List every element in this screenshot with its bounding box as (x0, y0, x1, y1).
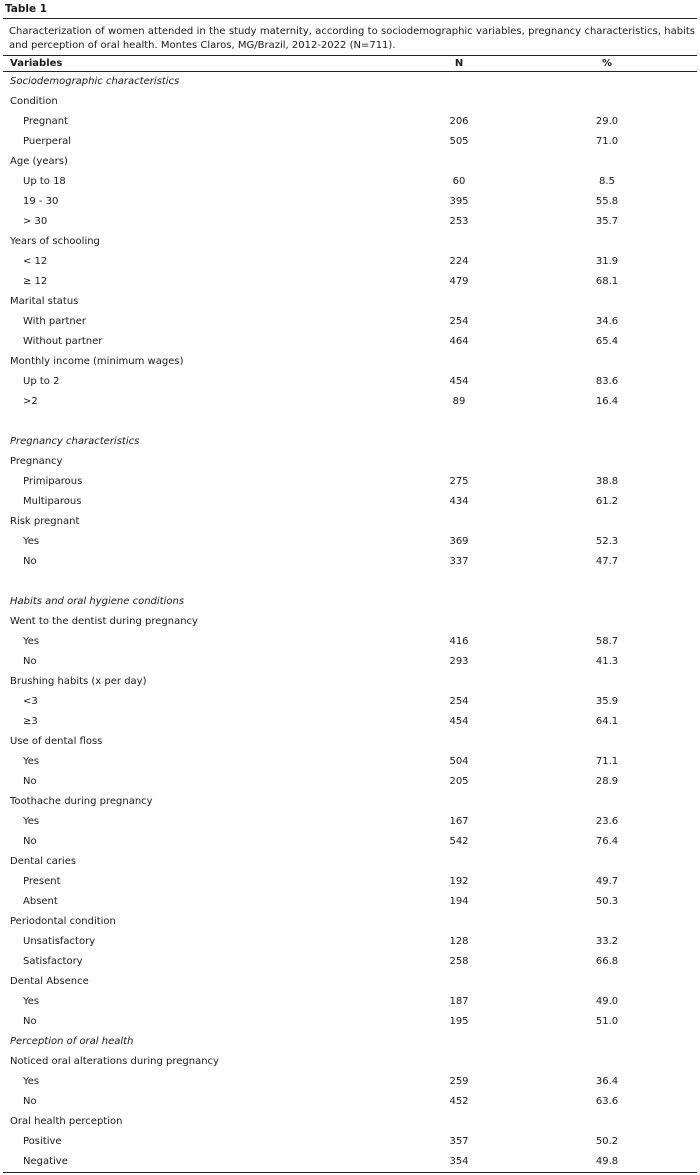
category-label: Puerperal (23, 136, 71, 147)
percent-cell: 29.0 (595, 116, 619, 127)
variable-group-label: Age (years) (10, 156, 68, 167)
category-label: >2 (23, 396, 38, 407)
percent-cell: 38.8 (595, 476, 619, 487)
n-cell (403, 852, 519, 872)
percent-cell: 50.3 (595, 896, 619, 907)
percent-cell: 33.2 (595, 936, 619, 947)
category-label: Up to 18 (23, 176, 66, 187)
n-cell (403, 912, 519, 932)
percent-cell (519, 592, 697, 612)
group-row (3, 232, 697, 252)
table-row (3, 1092, 697, 1112)
percent-cell (519, 92, 697, 112)
variable-group-label: Years of schooling (10, 236, 100, 247)
n-cell (403, 512, 519, 532)
table-row (3, 472, 697, 492)
group-row (3, 732, 697, 752)
n-cell (403, 92, 519, 112)
header-n: N (403, 56, 519, 72)
n-cell: 195 (449, 1016, 469, 1027)
percent-cell: 36.4 (595, 1076, 619, 1087)
table-row (3, 652, 697, 672)
n-cell: 192 (449, 876, 469, 887)
n-cell: 194 (449, 896, 469, 907)
percent-cell: 64.1 (595, 716, 619, 727)
variable-group-label: Went to the dentist during pregnancy (10, 616, 198, 627)
group-row (3, 452, 697, 472)
category-label: Multiparous (23, 496, 82, 507)
percent-cell: 31.9 (595, 256, 619, 267)
table-row (3, 252, 697, 272)
n-cell: 128 (449, 936, 469, 947)
n-cell: 275 (449, 476, 469, 487)
percent-cell: 49.8 (519, 1152, 697, 1173)
group-row (3, 152, 697, 172)
table-row (3, 632, 697, 652)
percent-cell: 61.2 (595, 496, 619, 507)
section-row (3, 72, 697, 93)
percent-cell: 23.6 (595, 816, 619, 827)
n-cell: 205 (449, 776, 469, 787)
percent-cell (519, 152, 697, 172)
table-row (3, 892, 697, 912)
group-row (3, 1052, 697, 1072)
empty-cell (519, 412, 697, 432)
percent-cell: 28.9 (595, 776, 619, 787)
table-row (3, 712, 697, 732)
category-label: Yes (23, 816, 40, 827)
table-body (3, 72, 697, 1173)
n-cell: 434 (449, 496, 469, 507)
table-row (3, 492, 697, 512)
n-cell: 89 (452, 396, 466, 407)
n-cell: 369 (449, 536, 469, 547)
percent-cell: 76.4 (595, 836, 619, 847)
category-label: With partner (23, 316, 86, 327)
category-label: ≥3 (23, 716, 38, 727)
percent-cell: 68.1 (595, 276, 619, 287)
percent-cell (519, 292, 697, 312)
table-label: Table 1 (3, 0, 697, 19)
section-title: Habits and oral hygiene conditions (10, 596, 185, 607)
percent-cell: 58.7 (595, 636, 619, 647)
empty-cell (403, 572, 519, 592)
n-cell: 187 (449, 996, 469, 1007)
n-cell (403, 1032, 519, 1052)
header-percent: % (519, 56, 697, 72)
table-row (3, 1152, 697, 1173)
table-row (3, 1012, 697, 1032)
header-variables: Variables (3, 56, 403, 72)
category-label: Pregnant (23, 116, 68, 127)
percent-cell (519, 1052, 697, 1072)
percent-cell: 52.3 (595, 536, 619, 547)
section-row (3, 1032, 697, 1052)
category-label: Yes (23, 1076, 40, 1087)
table-row (3, 132, 697, 152)
n-cell: 224 (449, 256, 469, 267)
table-row (3, 552, 697, 572)
variable-group-label: Monthly income (minimum wages) (10, 356, 184, 367)
percent-cell (519, 852, 697, 872)
table-row (3, 772, 697, 792)
percent-cell: 83.6 (595, 376, 619, 387)
percent-cell: 51.0 (595, 1016, 619, 1027)
percent-cell: 41.3 (595, 656, 619, 667)
table-row (3, 1132, 697, 1152)
group-row (3, 352, 697, 372)
variable-group-label: Noticed oral alterations during pregnancy (10, 1056, 219, 1067)
category-label: Without partner (23, 336, 103, 347)
category-label: Yes (23, 756, 40, 767)
percent-cell: 16.4 (595, 396, 619, 407)
percent-cell (519, 672, 697, 692)
percent-cell: 71.1 (595, 756, 619, 767)
category-label: Present (23, 876, 61, 887)
data-table (3, 56, 697, 1173)
table-row (3, 692, 697, 712)
section-title: Sociodemographic characteristics (10, 76, 180, 87)
percent-cell: 34.6 (595, 316, 619, 327)
n-cell: 354 (403, 1152, 519, 1173)
category-label: No (23, 556, 37, 567)
table-row (3, 192, 697, 212)
percent-cell: 55.8 (595, 196, 619, 207)
category-label: No (23, 1096, 37, 1107)
table-row (3, 372, 697, 392)
percent-cell (519, 972, 697, 992)
n-cell: 454 (449, 376, 469, 387)
n-cell: 60 (452, 176, 466, 187)
table-row (3, 312, 697, 332)
table-row (3, 992, 697, 1012)
section-title: Pregnancy characteristics (10, 436, 140, 447)
variable-group-label: Pregnancy (10, 456, 63, 467)
table-row (3, 952, 697, 972)
category-label: Yes (23, 636, 40, 647)
category-label: No (23, 656, 37, 667)
variable-group-label: Dental caries (10, 856, 77, 867)
category-label: ≥ 12 (23, 276, 48, 287)
group-row (3, 92, 697, 112)
n-cell (403, 292, 519, 312)
n-cell: 416 (449, 636, 469, 647)
percent-cell: 8.5 (599, 176, 615, 187)
percent-cell: 35.7 (595, 216, 619, 227)
n-cell: 452 (449, 1096, 469, 1107)
category-label: <3 (23, 696, 38, 707)
category-label: Yes (23, 996, 40, 1007)
section-row (3, 432, 697, 452)
n-cell (403, 972, 519, 992)
group-row (3, 912, 697, 932)
group-row (3, 972, 697, 992)
category-label: No (23, 776, 37, 787)
n-cell (403, 592, 519, 612)
variable-group-label: Brushing habits (x per day) (10, 676, 147, 687)
table-row (3, 112, 697, 132)
n-cell: 505 (449, 136, 469, 147)
n-cell (403, 432, 519, 452)
n-cell: 293 (449, 656, 469, 667)
table-row (3, 172, 697, 192)
category-label: < 12 (23, 256, 48, 267)
n-cell: 504 (449, 756, 469, 767)
variable-group-label: Condition (10, 96, 58, 107)
percent-cell: 71.0 (595, 136, 619, 147)
n-cell (403, 1052, 519, 1072)
group-row (3, 292, 697, 312)
empty-cell (403, 412, 519, 432)
group-row (3, 612, 697, 632)
n-cell: 258 (449, 956, 469, 967)
n-cell: 337 (449, 556, 469, 567)
n-cell: 542 (449, 836, 469, 847)
category-label: Yes (23, 536, 40, 547)
variable-group-label: Oral health perception (10, 1116, 123, 1127)
n-cell: 167 (449, 816, 469, 827)
n-cell (403, 352, 519, 372)
percent-cell (519, 912, 697, 932)
table-caption: Characterization of women attended in the study maternity, according to sociodemographic variables, pregnancy characteristics, habits and perception of oral health. Montes Claros, MG/Brazil, 2012-2022 (N=711). (3, 19, 697, 56)
table-row (3, 392, 697, 412)
variable-group-label: Use of dental floss (10, 736, 103, 747)
category-label: Absent (23, 896, 58, 907)
spacer-row (3, 572, 697, 592)
table-row (3, 272, 697, 292)
section-row (3, 592, 697, 612)
table-row (3, 752, 697, 772)
n-cell (403, 732, 519, 752)
variable-group-label: Dental Absence (10, 976, 89, 987)
percent-cell (519, 1112, 697, 1132)
category-label: No (23, 836, 37, 847)
variable-group-label: Marital status (10, 296, 79, 307)
percent-cell: 35.9 (595, 696, 619, 707)
percent-cell (519, 792, 697, 812)
table-row (3, 832, 697, 852)
category-label: 19 - 30 (23, 196, 59, 207)
variable-group-label: Risk pregnant (10, 516, 80, 527)
percent-cell (519, 452, 697, 472)
table-row (3, 872, 697, 892)
percent-cell: 50.2 (595, 1136, 619, 1147)
section-title: Perception of oral health (10, 1036, 134, 1047)
n-cell: 254 (449, 696, 469, 707)
table-row (3, 212, 697, 232)
n-cell (403, 1112, 519, 1132)
percent-cell (519, 1032, 697, 1052)
header-row (3, 56, 697, 72)
n-cell (403, 792, 519, 812)
category-label: Positive (23, 1136, 62, 1147)
n-cell (403, 72, 519, 93)
empty-cell (3, 572, 403, 592)
percent-cell: 65.4 (595, 336, 619, 347)
variable-group-label: Periodontal condition (10, 916, 116, 927)
category-label: Up to 2 (23, 376, 60, 387)
group-row (3, 792, 697, 812)
n-cell: 395 (449, 196, 469, 207)
table-row (3, 332, 697, 352)
category-label: > 30 (23, 216, 48, 227)
n-cell: 254 (449, 316, 469, 327)
group-row (3, 1112, 697, 1132)
percent-cell: 49.0 (595, 996, 619, 1007)
group-row (3, 852, 697, 872)
empty-cell (3, 412, 403, 432)
category-label: Satisfactory (23, 956, 83, 967)
percent-cell (519, 732, 697, 752)
percent-cell: 49.7 (595, 876, 619, 887)
group-row (3, 672, 697, 692)
percent-cell (519, 72, 697, 93)
percent-cell (519, 612, 697, 632)
table-row (3, 932, 697, 952)
table-row (3, 532, 697, 552)
spacer-row (3, 412, 697, 432)
category-label: Negative (3, 1152, 403, 1173)
percent-cell (519, 352, 697, 372)
category-label: Primiparous (23, 476, 83, 487)
n-cell: 253 (449, 216, 469, 227)
n-cell (403, 232, 519, 252)
category-label: Unsatisfactory (23, 936, 96, 947)
n-cell (403, 612, 519, 632)
percent-cell: 66.8 (595, 956, 619, 967)
percent-cell (519, 512, 697, 532)
n-cell: 454 (449, 716, 469, 727)
n-cell (403, 452, 519, 472)
percent-cell: 47.7 (595, 556, 619, 567)
group-row (3, 512, 697, 532)
n-cell: 479 (449, 276, 469, 287)
table-row (3, 1072, 697, 1092)
percent-cell: 63.6 (595, 1096, 619, 1107)
percent-cell (519, 232, 697, 252)
category-label: No (23, 1016, 37, 1027)
n-cell (403, 152, 519, 172)
table-row (3, 812, 697, 832)
empty-cell (519, 572, 697, 592)
n-cell (403, 672, 519, 692)
percent-cell (519, 432, 697, 452)
variable-group-label: Toothache during pregnancy (10, 796, 153, 807)
n-cell: 357 (449, 1136, 469, 1147)
n-cell: 259 (449, 1076, 469, 1087)
n-cell: 464 (449, 336, 469, 347)
n-cell: 206 (449, 116, 469, 127)
